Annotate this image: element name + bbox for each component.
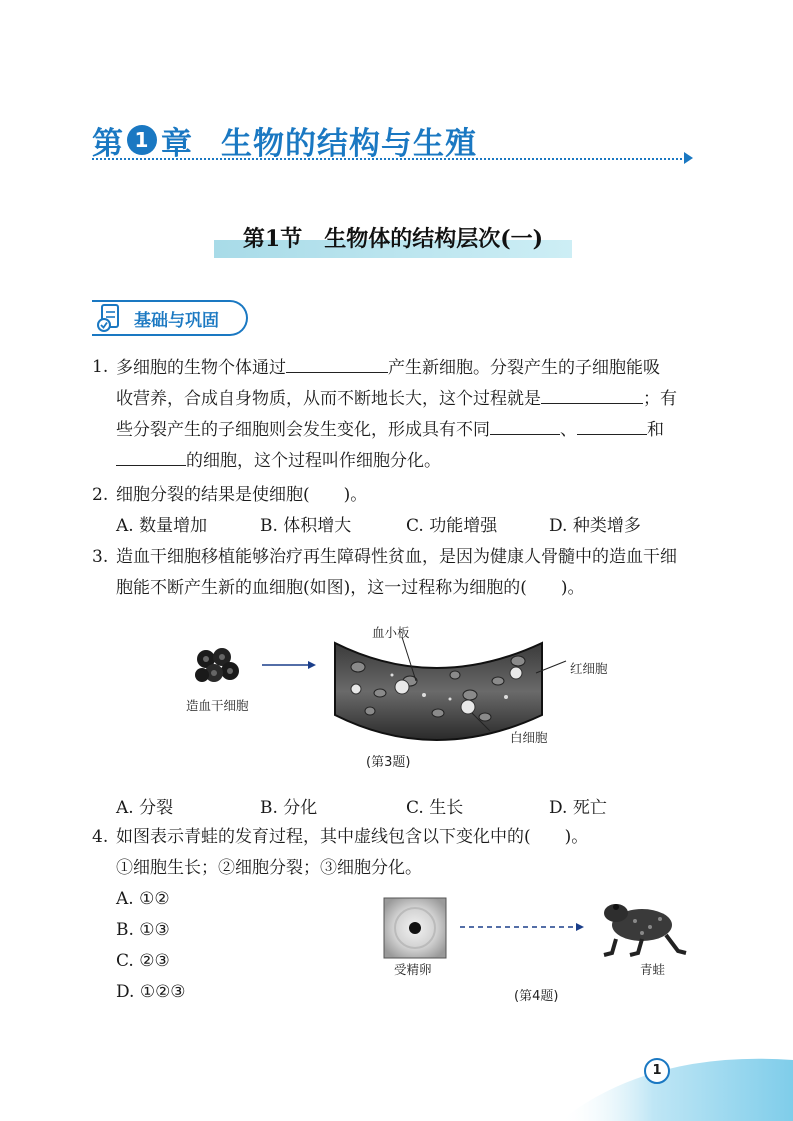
q1-text: 、 (560, 420, 577, 440)
q3-text: 造血干细胞移植能够治疗再生障碍性贫血，是因为健康人骨髓中的造血干细 (116, 547, 677, 567)
frog-development-figure (380, 895, 700, 965)
frog-label: 青蛙 (640, 962, 666, 977)
chapter-dotted-line (92, 158, 690, 160)
q1-text: 的细胞，这个过程叫作细胞分化。 (186, 451, 441, 471)
red-cell-label: 红细胞 (570, 661, 608, 676)
option-c[interactable]: C. 生长 (406, 798, 464, 818)
arrow-right-icon (576, 923, 584, 931)
option-a[interactable]: A. 数量增加 (116, 516, 208, 536)
option-d[interactable]: D. 种类增多 (549, 516, 641, 536)
section-title: 第1节 生物体的结构层次(一) (242, 226, 544, 252)
question-number: 3. (92, 547, 109, 567)
q2-stem: 细胞分裂的结果是使细胞( )。 (116, 485, 368, 505)
decorative-wave (560, 1040, 793, 1121)
question-1 (92, 352, 712, 476)
answer-blank[interactable] (577, 414, 647, 435)
option-c[interactable]: C. ②③ (116, 951, 170, 971)
egg-nucleus (409, 922, 421, 934)
arrow-right-icon (684, 152, 693, 164)
option-c[interactable]: C. 功能增强 (406, 516, 498, 536)
q1-text: 产生新细胞。分裂产生的子细胞能吸 (388, 358, 660, 378)
option-a[interactable]: A. 分裂 (116, 798, 174, 818)
chapter-title (92, 118, 477, 162)
option-b[interactable]: B. 体积增大 (260, 516, 352, 536)
q4-items: ①细胞生长；②细胞分裂；③细胞分化。 (116, 858, 422, 878)
figure-4-caption: (第4题) (514, 989, 559, 1004)
q1-text: 收营养，合成自身物质，从而不断地长大，这个过程就是 (116, 389, 541, 409)
q1-text: ；有 (643, 389, 677, 409)
answer-blank[interactable] (116, 445, 186, 466)
answer-blank[interactable] (286, 352, 388, 373)
chapter-prefix: 第 (92, 125, 124, 162)
option-b[interactable]: B. ①③ (116, 920, 170, 940)
blood-vessel (335, 643, 542, 740)
question-2 (92, 480, 712, 511)
platelet-label: 血小板 (372, 625, 410, 640)
option-a[interactable]: A. ①② (116, 889, 170, 909)
white-cell-label: 白细胞 (510, 730, 548, 745)
question-number: 1. (92, 357, 109, 377)
option-d[interactable]: D. ①②③ (116, 982, 186, 1002)
arrow-right-icon (308, 661, 316, 669)
chapter-name: 生物的结构与生殖 (221, 125, 477, 162)
answer-blank[interactable] (490, 414, 560, 435)
q3-text: 胞能不断产生新的血细胞(如图)，这一过程称为细胞的( )。 (116, 578, 585, 598)
stem-cell-cluster (195, 648, 239, 682)
frog-icon (604, 904, 686, 955)
tag-label: 基础与巩固 (134, 311, 219, 331)
chapter-number-badge: 1 (127, 125, 157, 155)
option-b[interactable]: B. 分化 (260, 798, 318, 818)
question-number: 4. (92, 827, 109, 847)
question-number: 2. (92, 485, 109, 505)
chapter-suffix: 章 (161, 125, 193, 162)
egg-label: 受精卵 (394, 962, 432, 977)
option-d[interactable]: D. 死亡 (549, 798, 607, 818)
q1-text: 些分裂产生的子细胞则会发生变化，形成具有不同 (116, 420, 490, 440)
q1-text: 和 (647, 420, 664, 440)
page-number: 1 (644, 1058, 670, 1084)
figure-3-caption: (第3题) (366, 755, 411, 770)
answer-blank[interactable] (541, 383, 643, 404)
worksheet-check-icon (96, 303, 124, 333)
question-4 (92, 822, 712, 884)
q1-text: 多细胞的生物个体通过 (116, 358, 286, 378)
stem-cell-label: 造血干细胞 (186, 698, 249, 713)
q4-stem: 如图表示青蛙的发育过程，其中虚线包含以下变化中的( )。 (116, 827, 589, 847)
question-3 (92, 542, 712, 604)
